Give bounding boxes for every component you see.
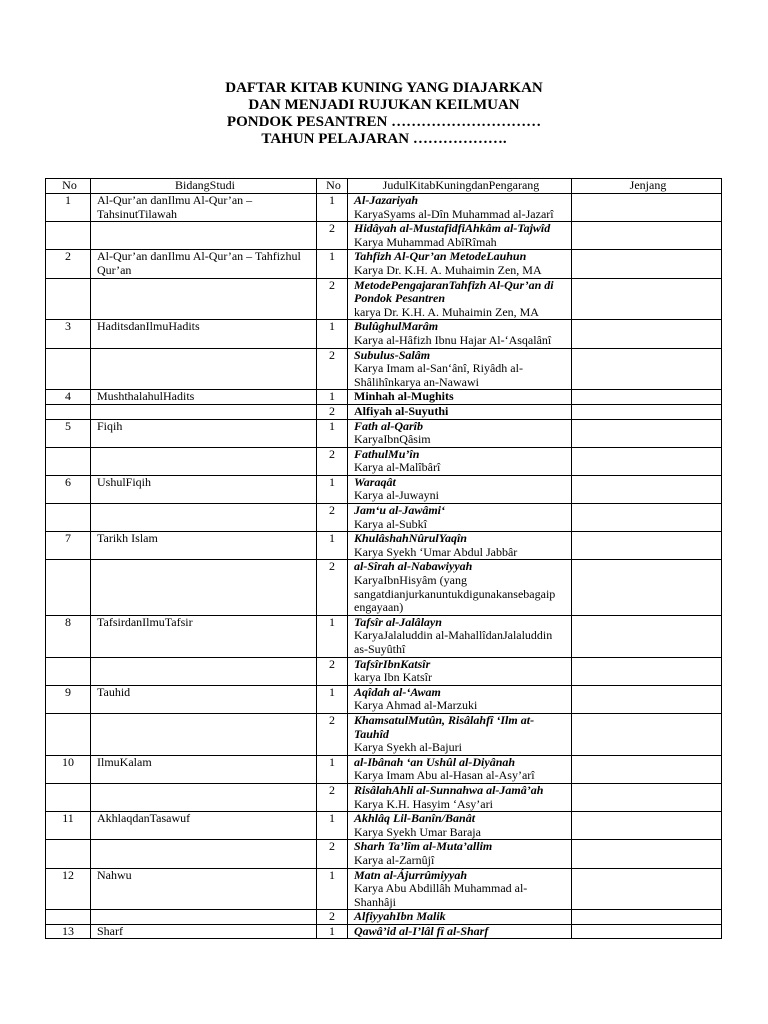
row-number (46, 657, 91, 685)
row-jenjang (572, 250, 722, 278)
row-number (46, 840, 91, 868)
row-subject: AkhlaqdanTasawuf (91, 812, 317, 840)
row-sub-number: 1 (317, 755, 348, 783)
row-subject: Tauhid (91, 685, 317, 713)
book-title: KhulâshahNûrulYaqîn (354, 531, 467, 546)
book-title: Aqîdah al-‘Awam (354, 684, 441, 699)
row-subject (91, 713, 317, 755)
row-jenjang (572, 222, 722, 250)
table-row (46, 447, 722, 475)
row-book (348, 348, 572, 390)
book-author: Karya Syekh Umar Baraja (354, 824, 481, 839)
row-book (348, 910, 572, 925)
header-sub-no: No (317, 179, 348, 194)
row-jenjang (572, 783, 722, 811)
row-subject: HaditsdanIlmuHadits (91, 320, 317, 348)
row-book (348, 250, 572, 278)
row-book (348, 812, 572, 840)
book-author: Karya al-Juwayni (354, 488, 439, 503)
row-sub-number: 2 (317, 910, 348, 925)
row-sub-number: 1 (317, 320, 348, 348)
book-title: Tahfizh Al-Qur’an MetodeLauhun (354, 249, 527, 264)
row-book (348, 194, 572, 222)
table-row (46, 278, 722, 320)
book-title: Akhlâq Lil-Banîn/Banât (354, 811, 476, 826)
row-jenjang (572, 755, 722, 783)
row-sub-number: 2 (317, 222, 348, 250)
row-jenjang (572, 868, 722, 910)
row-number: 7 (46, 532, 91, 560)
book-author: Karya Dr. K.H. A. Muhaimin Zen, MA (354, 262, 542, 277)
row-jenjang (572, 419, 722, 447)
row-sub-number: 2 (317, 713, 348, 755)
book-title: Tafsîr al-Jalâlayn (354, 614, 442, 629)
row-subject (91, 404, 317, 419)
row-sub-number: 2 (317, 278, 348, 320)
book-author: KaryaIbnQâsim (354, 432, 431, 447)
row-subject: Fiqih (91, 419, 317, 447)
row-number (46, 222, 91, 250)
title-line-3: PONDOK PESANTREN ………………………… (226, 114, 542, 130)
row-subject: MushthalahulHadits (91, 390, 317, 405)
row-subject (91, 447, 317, 475)
row-number (46, 910, 91, 925)
header-bidang-studi: BidangStudi (91, 179, 317, 194)
book-author: karya Ibn Katsîr (354, 670, 432, 685)
row-sub-number: 1 (317, 390, 348, 405)
book-title: AlfiyyahIbn Malik (354, 909, 446, 924)
row-sub-number: 2 (317, 447, 348, 475)
table-row (46, 685, 722, 713)
title-line-4: TAHUN PELAJARAN ………………. (261, 131, 507, 147)
row-number: 12 (46, 868, 91, 910)
row-book (348, 390, 572, 405)
table-body (46, 194, 722, 939)
document-title (0, 80, 768, 148)
row-number (46, 404, 91, 419)
row-number: 2 (46, 250, 91, 278)
row-number (46, 278, 91, 320)
book-title: Qawâ’id al-I’lâl fî al-Sharf (354, 923, 489, 938)
row-subject: Tarikh Islam (91, 532, 317, 560)
book-author: Karya Imam al-San‘ânî, Riyâdh al-Shâlihînkarya an-Nawawi (354, 361, 523, 389)
book-author: Karya al-Zarnûjî (354, 852, 435, 867)
row-subject (91, 222, 317, 250)
row-subject: Sharf (91, 924, 317, 939)
row-number (46, 348, 91, 390)
row-subject (91, 783, 317, 811)
table-row (46, 812, 722, 840)
row-jenjang (572, 840, 722, 868)
row-number (46, 783, 91, 811)
row-jenjang (572, 657, 722, 685)
row-number: 1 (46, 194, 91, 222)
row-number: 4 (46, 390, 91, 405)
table-row (46, 560, 722, 615)
row-number: 5 (46, 419, 91, 447)
book-author: Karya al-Hâfizh Ibnu Hajar Al-‘Asqalânî (354, 332, 552, 347)
row-sub-number: 1 (317, 419, 348, 447)
book-title: Minhah al-Mughits (354, 389, 454, 404)
row-book (348, 560, 572, 615)
table-row (46, 404, 722, 419)
book-title: Sharh Ta’lîm al-Muta’allim (354, 839, 493, 854)
row-subject: TafsirdanIlmuTafsir (91, 615, 317, 657)
book-title: Subulus-Salâm (354, 347, 431, 362)
row-sub-number: 2 (317, 657, 348, 685)
row-jenjang (572, 910, 722, 925)
title-line-2: DAN MENJADI RUJUKAN KEILMUAN (248, 97, 520, 113)
row-number: 13 (46, 924, 91, 939)
row-jenjang (572, 504, 722, 532)
row-jenjang (572, 615, 722, 657)
row-book (348, 924, 572, 939)
row-sub-number: 1 (317, 685, 348, 713)
table-row (46, 713, 722, 755)
book-title: BulûghulMarâm (354, 319, 439, 334)
row-book (348, 685, 572, 713)
row-book (348, 278, 572, 320)
row-jenjang (572, 924, 722, 939)
table-row (46, 910, 722, 925)
row-book (348, 532, 572, 560)
row-subject (91, 657, 317, 685)
row-book (348, 222, 572, 250)
row-jenjang (572, 348, 722, 390)
row-number: 9 (46, 685, 91, 713)
row-subject: Al-Qur’an danIlmu Al-Qur’an – Tahfizhul Qur’an (91, 250, 317, 278)
table-header-row (46, 179, 722, 194)
book-title: al-Ibânah ‘an Ushûl al-Diyânah (354, 754, 516, 769)
row-jenjang (572, 560, 722, 615)
row-number: 3 (46, 320, 91, 348)
book-author: Karya Syekh ‘Umar Abdul Jabbâr (354, 544, 518, 559)
header-judul-kitab: JudulKitabKuningdanPengarang (348, 179, 572, 194)
book-title: Waraqât (354, 474, 396, 489)
book-title: TafsîrIbnKatsîr (354, 656, 431, 671)
book-title: Alfiyah al-Suyuthi (354, 403, 449, 418)
row-subject: Nahwu (91, 868, 317, 910)
row-book (348, 615, 572, 657)
row-jenjang (572, 812, 722, 840)
book-title: FathulMu’în (354, 446, 420, 461)
row-book (348, 475, 572, 503)
row-number (46, 504, 91, 532)
row-jenjang (572, 404, 722, 419)
row-sub-number: 1 (317, 475, 348, 503)
row-subject: IlmuKalam (91, 755, 317, 783)
table-row (46, 755, 722, 783)
title-line-1: DAFTAR KITAB KUNING YANG DIAJARKAN (225, 80, 543, 96)
row-book (348, 657, 572, 685)
row-number: 8 (46, 615, 91, 657)
row-number (46, 560, 91, 615)
book-title: RisâlahAhli al-Sunnahwa al-Jamâ’ah (354, 782, 544, 797)
table-row (46, 532, 722, 560)
row-book (348, 755, 572, 783)
row-number (46, 713, 91, 755)
book-author: KaryaJalaluddin al-MahallîdanJalaluddin as-Suyûthî (354, 628, 553, 656)
row-subject (91, 560, 317, 615)
table-row (46, 320, 722, 348)
row-book (348, 713, 572, 755)
row-jenjang (572, 320, 722, 348)
row-jenjang (572, 685, 722, 713)
header-jenjang: Jenjang (572, 179, 722, 194)
row-jenjang (572, 194, 722, 222)
row-number: 10 (46, 755, 91, 783)
book-author: Karya Imam Abu al-Hasan al-Asy’arî (354, 768, 535, 783)
book-title: Hidâyah al-MustafidfiAhkâm al-Tajwîd (354, 221, 551, 236)
book-title: Matn al-Ájurrûmiyyah (354, 867, 468, 882)
book-author: karya Dr. K.H. A. Muhaimin Zen, MA (354, 304, 539, 319)
row-subject (91, 504, 317, 532)
row-book (348, 404, 572, 419)
row-sub-number: 2 (317, 348, 348, 390)
row-sub-number: 1 (317, 194, 348, 222)
book-author: Karya Abu Abdillâh Muhammad al-Shanhâji (354, 881, 528, 909)
row-sub-number: 2 (317, 840, 348, 868)
book-title: Al-Jazariyah (354, 193, 419, 207)
book-title: KhamsatulMutûn, Risâlahfî ‘Ilm at-Tauhîd (354, 712, 535, 741)
book-author: Karya al-Malîbârî (354, 460, 441, 475)
row-number: 11 (46, 812, 91, 840)
book-author: Karya al-Subkî (354, 516, 427, 531)
header-no: No (46, 179, 91, 194)
book-author: Karya Syekh al-Bajuri (354, 740, 462, 755)
row-sub-number: 1 (317, 812, 348, 840)
row-sub-number: 1 (317, 615, 348, 657)
book-title: MetodePengajaranTahfizh Al-Qur’an di Pondok Pesantren (354, 277, 554, 306)
table-row (46, 390, 722, 405)
row-sub-number: 1 (317, 868, 348, 910)
row-jenjang (572, 390, 722, 405)
row-subject: Al-Qur’an danIlmu Al-Qur’an – TahsinutTilawah (91, 194, 317, 222)
row-subject: UshulFiqih (91, 475, 317, 503)
row-sub-number: 2 (317, 404, 348, 419)
row-sub-number: 2 (317, 783, 348, 811)
table-row (46, 348, 722, 390)
row-sub-number: 1 (317, 250, 348, 278)
table-row (46, 504, 722, 532)
book-author: Karya Ahmad al-Marzuki (354, 698, 478, 713)
row-subject (91, 278, 317, 320)
row-jenjang (572, 447, 722, 475)
table-row (46, 868, 722, 910)
row-sub-number: 1 (317, 532, 348, 560)
book-author: KaryaSyams al-Dîn Muhammad al-Jazarî (354, 206, 554, 221)
table-row (46, 250, 722, 278)
table-row (46, 840, 722, 868)
row-jenjang (572, 713, 722, 755)
table-row (46, 657, 722, 685)
row-book (348, 504, 572, 532)
row-subject (91, 910, 317, 925)
table-row (46, 783, 722, 811)
row-book (348, 447, 572, 475)
table-row (46, 222, 722, 250)
row-book (348, 419, 572, 447)
row-number (46, 447, 91, 475)
book-title: al-Sîrah al-Nabawiyyah (354, 559, 473, 574)
row-subject (91, 348, 317, 390)
row-jenjang (572, 475, 722, 503)
table-row (46, 924, 722, 939)
book-author: Karya Muhammad AbîRîmah (354, 234, 497, 249)
row-subject (91, 840, 317, 868)
row-book (348, 320, 572, 348)
book-title: Fath al-Qarîb (354, 418, 424, 433)
row-book (348, 840, 572, 868)
book-title: Jam‘u al-Jawâmi‘ (354, 503, 446, 518)
row-book (348, 868, 572, 910)
row-book (348, 783, 572, 811)
table-row (46, 615, 722, 657)
row-jenjang (572, 532, 722, 560)
row-number: 6 (46, 475, 91, 503)
book-author: Karya K.H. Hasyim ‘Asy’ari (354, 796, 493, 811)
book-author: KaryaIbnHisyâm (yang sangatdianjurkanuntukdigunakansebagaip engayaan) (354, 573, 556, 615)
row-sub-number: 2 (317, 560, 348, 615)
table-row (46, 419, 722, 447)
kitab-table (45, 178, 722, 939)
row-sub-number: 1 (317, 924, 348, 939)
row-sub-number: 2 (317, 504, 348, 532)
table-row (46, 475, 722, 503)
row-jenjang (572, 278, 722, 320)
table-row (46, 194, 722, 222)
